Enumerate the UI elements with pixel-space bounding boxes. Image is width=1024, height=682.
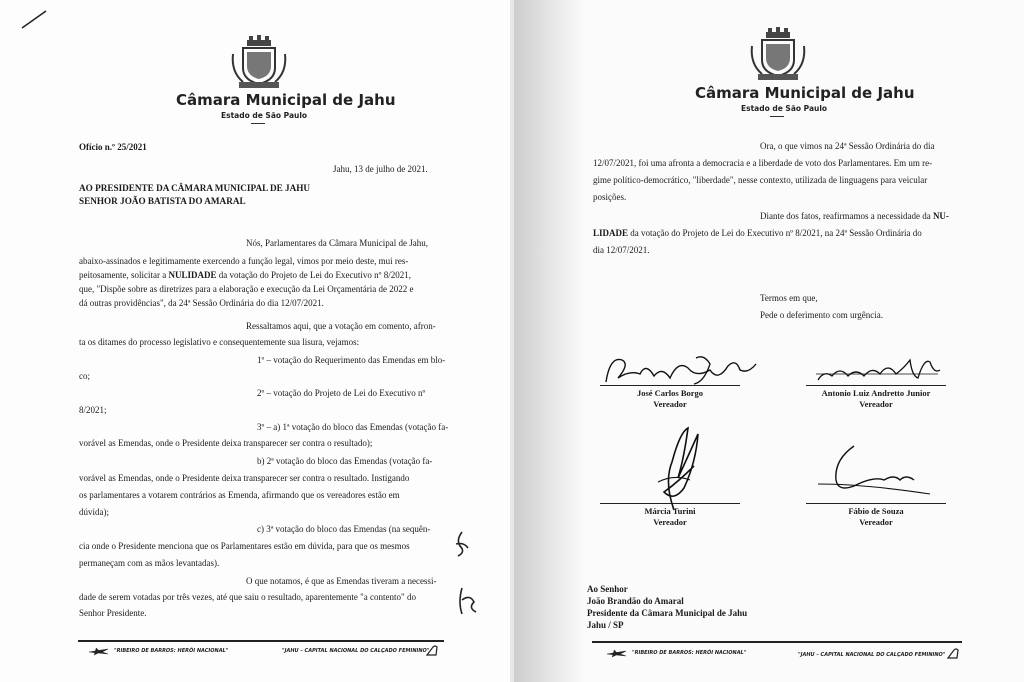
institution-state: Estado de São Paulo — [221, 111, 308, 120]
signatory-name: Fábio de Souza — [848, 506, 904, 516]
paragraph-2-line: Ressaltamos aqui, que a votação em comento, afron- — [246, 321, 436, 331]
addressee-line-1: AO PRESIDENTE DA CÂMARA MUNICIPAL DE JAHU — [79, 183, 311, 193]
footer-left-text: "RIBEIRO DE BARROS: HERÓI NACIONAL" — [632, 650, 747, 656]
margin-initial-mark — [452, 530, 472, 558]
signature-fabio-de-souza — [814, 440, 934, 500]
paragraph-1-line: que, "Dispõe sobre as diretrizes para a elaboração e execução da Lei Orçamentária de 2022 e — [79, 284, 414, 294]
document-page-2 — [514, 0, 1024, 682]
footer-right-text: "JAHU – CAPITAL NACIONAL DO CALÇADO FEMININO" — [282, 648, 430, 654]
header-divider — [251, 123, 265, 124]
recipient-line: João Brandão do Amaral — [587, 596, 684, 606]
margin-initial-mark — [456, 586, 478, 616]
list-item-line: 8/2021; — [79, 405, 107, 415]
text-run: da votação do Projeto de Lei do Executivo nº 8/2021, na 24ª Sessão Ordinária do — [628, 228, 922, 238]
paragraph-4-line: posições. — [593, 192, 627, 202]
paragraph-4-line: gime político-democrático, "liberdade", nesse contexto, utilizada de linguagens para veicular — [593, 175, 928, 185]
list-item-line: 1º – votação do Requerimento das Emendas em blo- — [257, 355, 446, 365]
paragraph-4-line: Ora, o que vimos na 24ª Sessão Ordinária do dia — [760, 141, 935, 151]
signatory-name: Antonio Luiz Andretto Junior — [821, 388, 931, 398]
shoe-icon — [425, 643, 439, 657]
pen-mark — [20, 8, 50, 30]
paragraph-4-line: 12/07/2021, foi uma afronta a democracia e a liberdade de voto dos Parlamentares. Em um re- — [593, 158, 933, 168]
signatory-name: José Carlos Borgo — [636, 388, 704, 398]
airplane-icon — [606, 648, 628, 658]
paragraph-1-line: abaixo-assinados e legitimamente exercendo a função legal, vimos por meio deste, mui res- — [79, 256, 409, 266]
text-run: Diante dos fatos, reafirmamos a necessidade da — [760, 211, 933, 221]
paragraph-3-line: O que notamos, é que as Emendas tiveram a necessi- — [246, 576, 437, 586]
signatory-name: Márcia Turini — [644, 506, 696, 516]
institution-name: Câmara Municipal de Jahu — [176, 91, 396, 109]
list-item-line: 2º – votação do Projeto de Lei do Executivo nº — [257, 388, 426, 398]
paragraph-1-line — [79, 269, 411, 281]
signature-jose-carlos-borgo — [600, 352, 770, 392]
coat-of-arms-icon — [229, 34, 289, 90]
footer-divider — [78, 640, 444, 642]
paragraph-1-line: Nós, Parlamentares da Câmara Municipal de Jahu, — [246, 238, 428, 248]
header-divider — [770, 116, 784, 117]
list-item-line: 3º – a) 1ª votação do bloco das Emendas (votação fa- — [257, 422, 449, 432]
text-run: peitosamente, solicitar a — [79, 270, 169, 280]
list-item-line: dúvida); — [79, 507, 109, 517]
emphasis-nulidade: NU- — [932, 211, 949, 221]
list-item-line: cia onde o Presidente menciona que os Parlamentares estão em dúvida, para que os mesmos — [79, 541, 410, 551]
recipient-line: Presidente da Câmara Municipal de Jahu — [587, 608, 748, 618]
shoe-icon — [946, 646, 960, 660]
closing-line: Pede o deferimento com urgência. — [760, 310, 884, 320]
signature-line — [806, 503, 946, 504]
coat-of-arms-icon — [748, 26, 808, 82]
signatory-role: Vereador — [653, 517, 687, 527]
list-item-line: vorável as Emendas, onde o Presidente deixa transparecer ser contra o resultado. Instigando — [79, 473, 410, 483]
list-item-line: vorável as Emendas, onde o Presidente deixa transparecer ser contra o resultado); — [79, 438, 373, 448]
emphasis-nulidade: LIDADE — [593, 228, 629, 238]
footer-left-text: "RIBEIRO DE BARROS: HERÓI NACIONAL" — [114, 648, 229, 654]
signatory-role: Vereador — [859, 399, 893, 409]
signatory-role: Vereador — [859, 517, 893, 527]
emphasis-nulidade: NULIDADE — [168, 270, 217, 280]
signature-line — [600, 503, 740, 504]
institution-state: Estado de São Paulo — [741, 104, 828, 113]
paragraph-5-line — [593, 227, 922, 239]
footer-right-text: "JAHU – CAPITAL NACIONAL DO CALÇADO FEMININO" — [798, 652, 946, 658]
addressee-line-2: SENHOR JOÃO BATISTA DO AMARAL — [79, 196, 246, 206]
paragraph-1-line: dá outras providências", da 24ª Sessão Ordinária do dia 12/07/2021. — [79, 298, 324, 308]
recipient-line: Jahu / SP — [587, 620, 624, 630]
paragraph-3-line: Senhor Presidente. — [79, 608, 147, 618]
list-item-line: permaneçam com as mãos levantadas). — [79, 558, 220, 568]
paragraph-5-line — [760, 210, 949, 222]
airplane-icon — [88, 646, 110, 656]
date-line: Jahu, 13 de julho de 2021. — [333, 164, 428, 174]
closing-line: Termos em que, — [760, 293, 818, 303]
list-item-line: c) 3ª votação do bloco das Emendas (na sequên- — [257, 524, 431, 534]
signature-marcia-turini — [644, 422, 714, 512]
signatory-role: Vereador — [653, 399, 687, 409]
list-item-line: co; — [79, 371, 90, 381]
paragraph-5-line: dia 12/07/2021. — [593, 245, 650, 255]
recipient-line: Ao Senhor — [587, 584, 628, 594]
signature-line — [600, 385, 740, 386]
signature-antonio-luiz-andretto-junior — [814, 352, 944, 392]
document-page-1 — [0, 0, 510, 682]
list-item-line: os parlamentares a votarem contrários as Emenda, afirmando que os vereadores estão em — [79, 490, 400, 500]
institution-name: Câmara Municipal de Jahu — [695, 84, 915, 102]
list-item-line: b) 2ª votação do bloco das Emendas (votação fa- — [257, 456, 433, 466]
footer-divider — [592, 641, 962, 643]
signature-line — [806, 385, 946, 386]
paragraph-3-line: dade de serem votadas por três vezes, até que saiu o resultado, aparentemente "a contento" do — [79, 592, 416, 602]
text-run: da votação do Projeto de Lei do Executivo nº 8/2021, — [216, 270, 411, 280]
scan-shadow — [514, 0, 584, 682]
paragraph-2-line: ta os ditames do processo legislativo e consequentemente sua lisura, vejamos: — [79, 337, 360, 347]
oficio-number: Ofício n.º 25/2021 — [79, 142, 147, 152]
